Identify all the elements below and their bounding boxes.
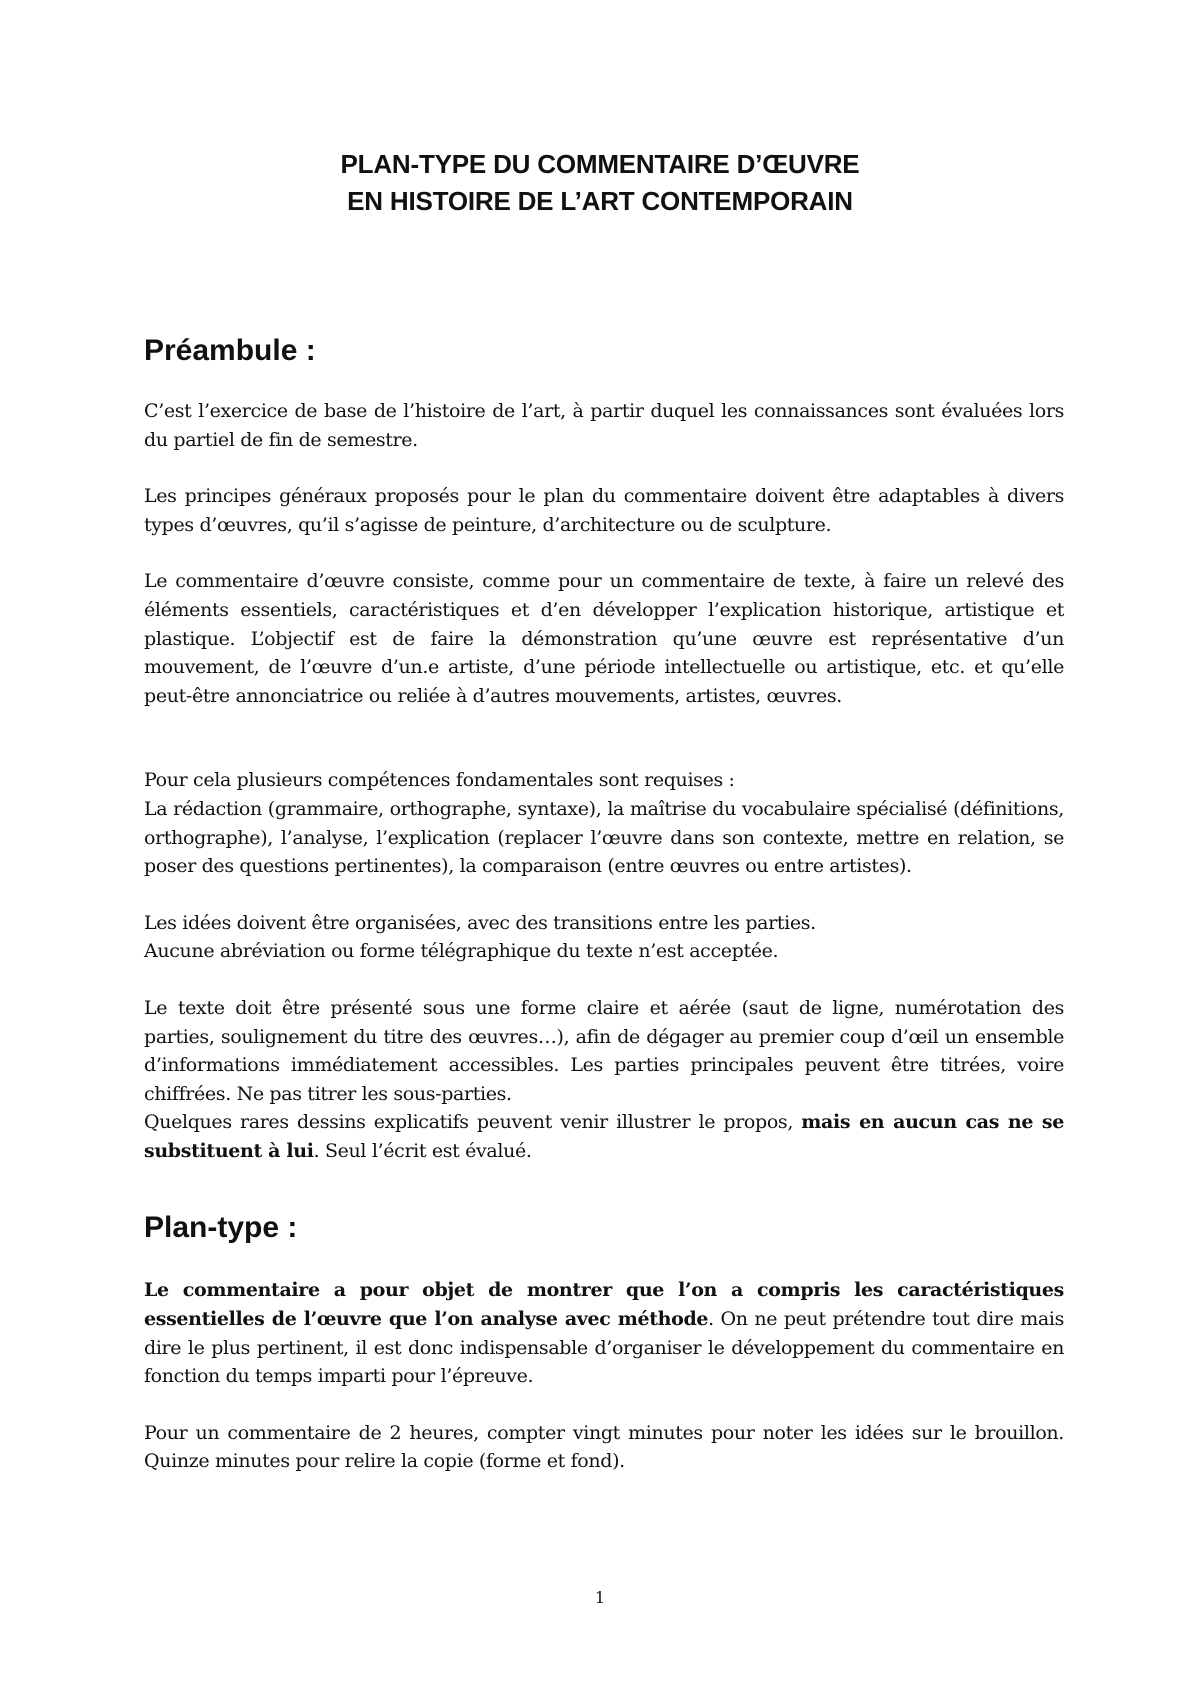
- page-number: 1: [594, 1588, 606, 1607]
- plan-paragraph-2: Pour un commentaire de 2 heures, compter vingt minutes pour noter les idées sur le brouillon. Quinze minutes pour relire la copie (forme et fond).: [144, 1421, 1064, 1473]
- preamble-paragraph-5-line-2: Aucune abréviation ou forme télégraphique du texte n’est acceptée.: [144, 940, 779, 963]
- document-body: [144, 333, 1064, 1476]
- preamble-paragraph-6: Le texte doit être présenté sous une forme claire et aérée (saut de ligne, numérotation des parties, soulignement du titre des œuvres…), afin de dégager au premier coup d’œil un ensemble d’informations immédiatement accessibles. Les parties principales peuvent être titrées, voire chiffrées. Ne pas titrer les sous-parties.: [144, 996, 1064, 1105]
- paragraph-7-start: Quelques rares dessins explicatifs peuvent venir illustrer le propos,: [144, 1111, 802, 1134]
- plan-paragraph-1: [144, 1276, 1064, 1390]
- preamble-paragraph-2: Les principes généraux proposés pour le plan du commentaire doivent être adaptables à divers types d’œuvres, qu’il s’agisse de peinture, d’architecture ou de sculpture.: [144, 485, 1064, 536]
- preamble-paragraph-3: Le commentaire d’œuvre consiste, comme pour un commentaire de texte, à faire un relevé des éléments essentiels, caractéristiques et d’en développer l’explication historique, artistique et plastique. L’objectif est de faire la démonstration qu’une œuvre est représentative d’un mouvement, de l’œuvre d’un.e artiste, d’une période intellectuelle ou artistique, etc. et qu’elle peut-être annonciatrice ou reliée à d’autres mouvements, artistes, œuvres.: [144, 570, 1064, 707]
- preamble-paragraph-7: [144, 1108, 1064, 1165]
- preamble-paragraph-4-intro: Pour cela plusieurs compétences fondamentales sont requises :: [144, 769, 735, 792]
- plan-paragraph-1-rest: . On ne peut prétendre tout dire mais dire le plus pertinent, il est donc indispensable d’organiser le développement du commentaire en fonction du temps imparti pour l’épreuve.: [144, 1308, 1065, 1388]
- preamble-paragraph-4-body: La rédaction (grammaire, orthographe, syntaxe), la maîtrise du vocabulaire spécialisé (définitions, orthographe), l’analyse, l’explication (replacer l’œuvre dans son contexte, mettre en relation, se poser des questions pertinentes), la comparaison (entre œuvres ou entre artistes).: [144, 797, 1064, 878]
- plan-heading: Plan-type :: [144, 1211, 298, 1245]
- document-title: [0, 146, 1200, 220]
- title-line-1: PLAN-TYPE DU COMMENTAIRE D’ŒUVRE: [340, 149, 860, 179]
- title-line-2: EN HISTOIRE DE L’ART CONTEMPORAIN: [347, 186, 853, 216]
- paragraph-7-end: . Seul l’écrit est évalué.: [313, 1139, 532, 1162]
- plan-paragraph-1-emphasis: Le commentaire a pour objet de montrer que l’on a compris les caractéristiques essentielles de l’œuvre que l’on analyse avec méthode: [144, 1279, 1064, 1331]
- preamble-paragraph-1: C’est l’exercice de base de l’histoire de l’art, à partir duquel les connaissances sont évaluées lors du partiel de fin de semestre.: [144, 400, 1064, 451]
- paragraph-7-emphasis: mais en aucun cas ne se substituent à lui: [144, 1111, 1065, 1162]
- preamble-heading: Préambule :: [144, 334, 316, 367]
- preamble-paragraph-5-line-1: Les idées doivent être organisées, avec des transitions entre les parties.: [144, 911, 816, 934]
